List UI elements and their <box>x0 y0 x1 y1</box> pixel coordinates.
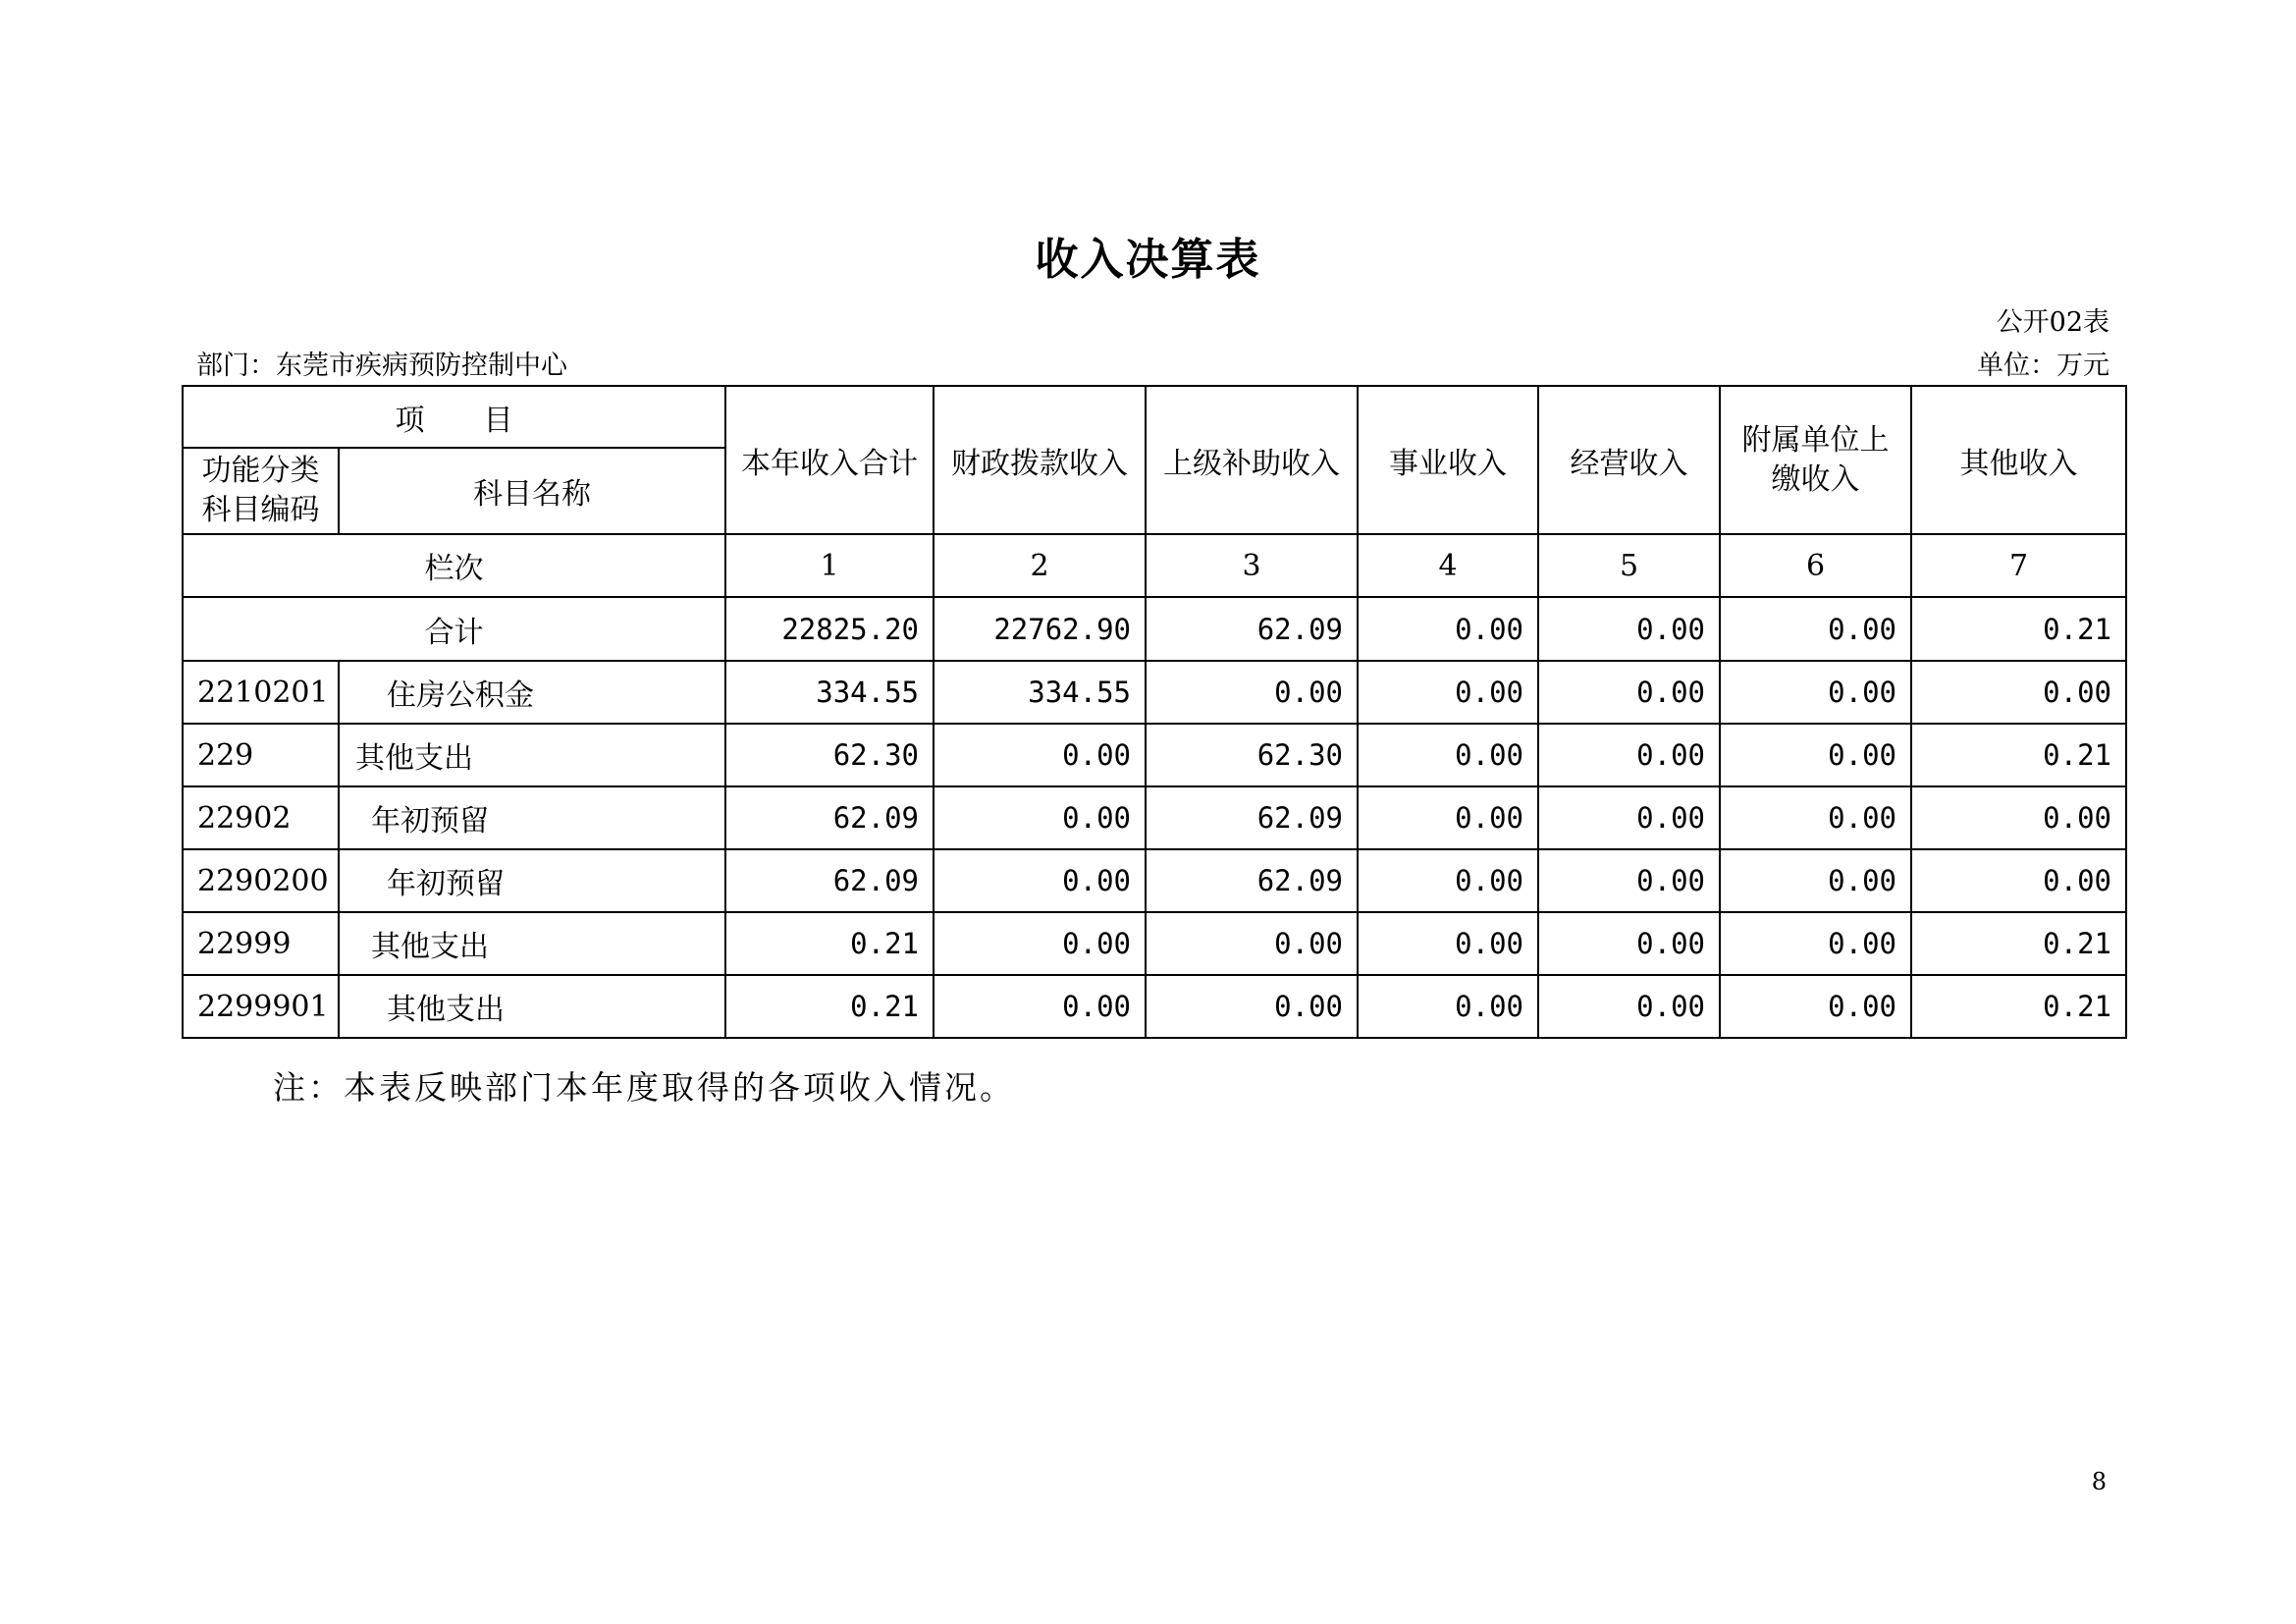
row-value: 0.00 <box>1358 661 1538 724</box>
total-value: 0.21 <box>1911 597 2126 661</box>
total-value: 22762.90 <box>934 597 1146 661</box>
row-code: 229 <box>183 724 339 786</box>
row-name: 其他支出 <box>339 912 725 975</box>
col-index: 2 <box>934 534 1146 597</box>
row-value: 0.00 <box>1720 975 1911 1038</box>
row-value: 0.00 <box>1911 661 2126 724</box>
row-value: 0.21 <box>1911 975 2126 1038</box>
row-value: 0.00 <box>1358 786 1538 849</box>
row-name: 住房公积金 <box>339 661 725 724</box>
page-number: 8 <box>2091 1468 2107 1495</box>
row-value: 0.21 <box>725 975 934 1038</box>
row-value: 0.00 <box>1538 849 1720 912</box>
row-value: 0.00 <box>1538 786 1720 849</box>
total-value: 0.00 <box>1538 597 1720 661</box>
unit-label: 单位：万元 <box>1977 351 2109 381</box>
col-index-row <box>183 534 2126 597</box>
col-index-label: 栏次 <box>183 534 725 597</box>
header-col-4: 事业收入 <box>1358 386 1538 534</box>
row-value: 0.00 <box>1538 724 1720 786</box>
row-value: 0.00 <box>1720 661 1911 724</box>
row-value: 0.00 <box>1538 661 1720 724</box>
row-value: 0.00 <box>1146 975 1358 1038</box>
table-row <box>183 975 2126 1038</box>
row-value: 334.55 <box>934 661 1146 724</box>
table-row <box>183 849 2126 912</box>
table-row <box>183 661 2126 724</box>
row-value: 0.00 <box>1911 849 2126 912</box>
header-col-2: 财政拨款收入 <box>934 386 1146 534</box>
footnote: 注：本表反映部门本年度取得的各项收入情况。 <box>273 1068 1015 1107</box>
row-value: 0.00 <box>934 849 1146 912</box>
row-value: 0.00 <box>1358 975 1538 1038</box>
row-code: 2299901 <box>183 975 339 1038</box>
row-value: 0.00 <box>1538 975 1720 1038</box>
total-value: 0.00 <box>1720 597 1911 661</box>
header-func-code: 功能分类科目编码 <box>183 448 339 534</box>
col-index: 4 <box>1358 534 1538 597</box>
header-col-6: 附属单位上缴收入 <box>1720 386 1911 534</box>
row-code: 22902 <box>183 786 339 849</box>
row-value: 0.00 <box>1358 724 1538 786</box>
header-item: 项 目 <box>183 386 725 448</box>
row-value: 0.00 <box>934 912 1146 975</box>
row-value: 62.09 <box>725 786 934 849</box>
row-value: 0.00 <box>1146 661 1358 724</box>
row-value: 0.00 <box>1358 849 1538 912</box>
row-value: 62.09 <box>1146 849 1358 912</box>
form-number: 公开02表 <box>1996 307 2109 338</box>
header-row-1 <box>183 386 2126 448</box>
row-value: 62.30 <box>1146 724 1358 786</box>
row-value: 0.00 <box>1538 912 1720 975</box>
col-index: 3 <box>1146 534 1358 597</box>
row-value: 0.00 <box>1146 912 1358 975</box>
total-value: 22825.20 <box>725 597 934 661</box>
header-col-5: 经营收入 <box>1538 386 1720 534</box>
row-value: 0.00 <box>1720 786 1911 849</box>
total-label: 合计 <box>183 597 725 661</box>
department-label: 部门： <box>196 351 276 381</box>
income-table <box>182 385 2127 1039</box>
row-value: 0.00 <box>1720 724 1911 786</box>
row-value: 0.00 <box>1720 912 1911 975</box>
row-code: 2210201 <box>183 661 339 724</box>
col-index: 5 <box>1538 534 1720 597</box>
header-col-3: 上级补助收入 <box>1146 386 1358 534</box>
department-name: 东莞市疾病预防控制中心 <box>276 351 567 381</box>
row-value: 334.55 <box>725 661 934 724</box>
row-code: 2290200 <box>183 849 339 912</box>
table-row <box>183 724 2126 786</box>
row-value: 62.09 <box>725 849 934 912</box>
row-value: 0.21 <box>1911 912 2126 975</box>
row-value: 62.09 <box>1146 786 1358 849</box>
row-value: 0.00 <box>934 724 1146 786</box>
row-name: 年初预留 <box>339 786 725 849</box>
header-col-7: 其他收入 <box>1911 386 2126 534</box>
row-value: 62.30 <box>725 724 934 786</box>
row-value: 0.21 <box>1911 724 2126 786</box>
col-index: 6 <box>1720 534 1911 597</box>
col-index: 1 <box>725 534 934 597</box>
row-name: 其他支出 <box>339 724 725 786</box>
page-title: 收入决算表 <box>1035 235 1261 285</box>
row-value: 0.00 <box>934 975 1146 1038</box>
department-line <box>196 344 567 382</box>
row-value: 0.00 <box>934 786 1146 849</box>
table-row <box>183 912 2126 975</box>
row-name: 年初预留 <box>339 849 725 912</box>
row-value: 0.21 <box>725 912 934 975</box>
col-index: 7 <box>1911 534 2126 597</box>
header-col-1: 本年收入合计 <box>725 386 934 534</box>
total-value: 62.09 <box>1146 597 1358 661</box>
total-row <box>183 597 2126 661</box>
row-value: 0.00 <box>1911 786 2126 849</box>
row-name: 其他支出 <box>339 975 725 1038</box>
row-code: 22999 <box>183 912 339 975</box>
header-subject-name: 科目名称 <box>339 448 725 534</box>
row-value: 0.00 <box>1720 849 1911 912</box>
total-value: 0.00 <box>1358 597 1538 661</box>
row-value: 0.00 <box>1358 912 1538 975</box>
table-row <box>183 786 2126 849</box>
